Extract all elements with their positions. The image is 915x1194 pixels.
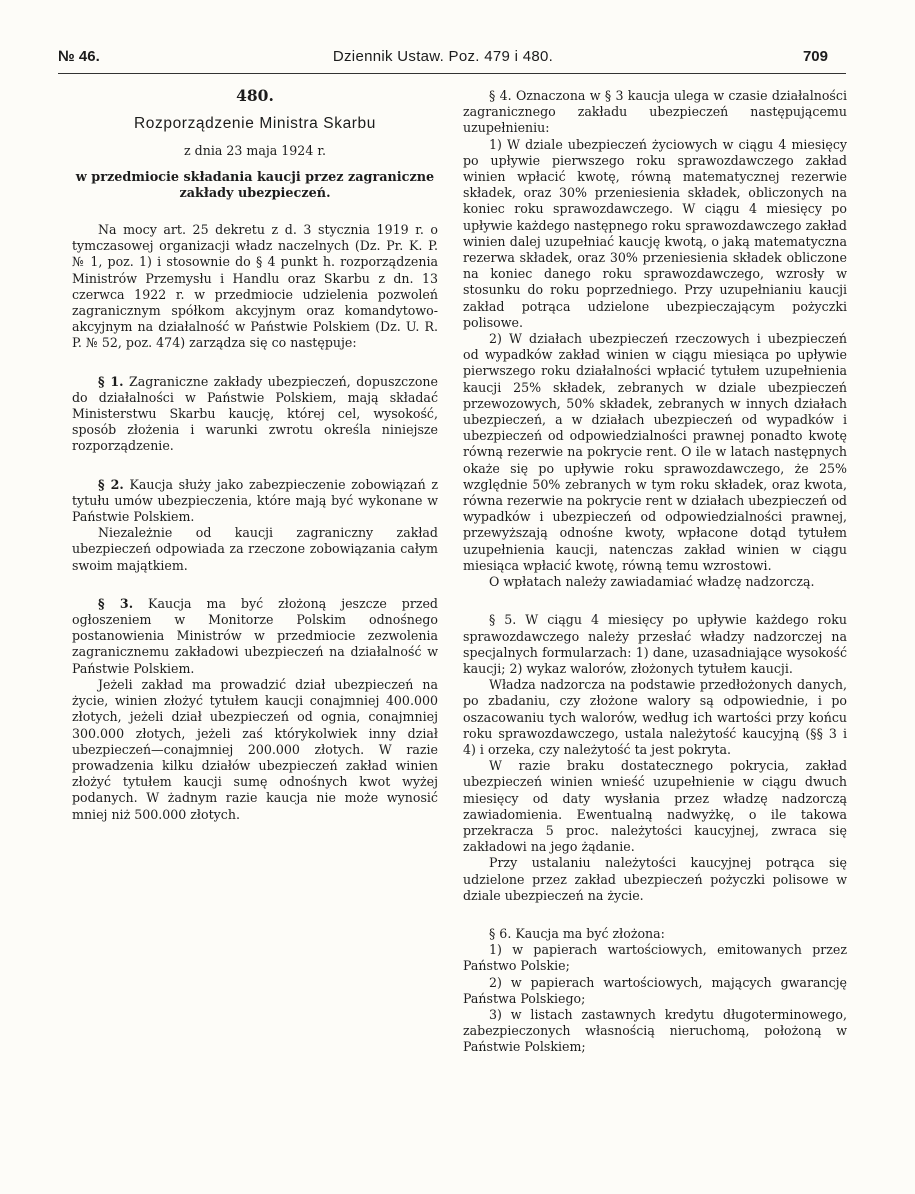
section-4-item-1: 1) W dziale ubezpieczeń życiowych w ciągu 4 miesięcy po upływie pierwszego roku sprawozdawczego zakład winien wpłacić kwotę, równą matematycznej rezerwie składek, oraz 30% przeniesienia składek, obliczonych na koniec roku sprawozdawczego. W ciągu 4 miesięcy po upływie każdego następnego roku sprawozdawczego zakład winien dalej uzupełniać kaucję kwotą, o jaką matematyczna rezerwa składek, oraz 30% przeniesienia składek obliczone na koniec danego roku sprawozdawczego, wzrosły w stosunku do roku poprzedniego. Przy uzupełnianiu kaucji zakład potrąca udzielone ubezpieczającym pożyczki polisowe. (463, 136, 847, 330)
act-subject: w przedmiocie składania kaucji przez zagraniczne zakłady ubezpieczeń. (75, 169, 435, 201)
issue-number: № 46. (58, 48, 100, 65)
section-5 (463, 612, 847, 677)
section-5-label: § 5. (489, 612, 517, 628)
section-4-text: Oznaczona w § 3 kaucja ulega w czasie działalności zagranicznego zakładu ubezpieczeń następującemu uzupełnieniu: (463, 88, 847, 136)
section-6-item-1: 1) w papierach wartościowych, emitowanych przez Państwo Polskie; (463, 942, 847, 974)
section-5-paragraph-2: Władza nadzorcza na podstawie przedłożonych danych, po zbadaniu, czy złożone walory są odpowiednie, i po oszacowaniu tych walorów, według ich wartości przy końcu roku sprawozdawczego, ustala należytość kaucyjną (§§ 3 i 4) i orzeka, czy należytość ta jest pokryta. (463, 677, 847, 757)
section-1 (72, 374, 438, 455)
section-5-paragraph-4: Przy ustalaniu należytości kaucyjnej potrąca się udzielone przez zakład ubezpieczeń pożyczki polisowe w dziale ubezpieczeń na życie. (463, 855, 847, 903)
page-number: 709 (802, 48, 828, 65)
act-number: 480. (236, 86, 274, 105)
section-6 (463, 926, 847, 942)
intro-paragraph: Na mocy art. 25 dekretu z d. 3 stycznia 1919 r. o tymczasowej organizacji władz naczelnych (Dz. Pr. K. P. № 1, poz. 1) i stosownie do § 4 punkt h. rozporządzenia Ministrów Przemysłu i Handlu oraz Skarbu z dn. 13 czerwca 1922 r. w przedmiocie udzielenia pozwoleń zagranicznym spółkom akcyjnym oraz komandytowo-akcyjnym na działalność w Państwie Polskiem (Dz. U. R. P. № 52, poz. 474) zarządza się co następuje: (72, 222, 438, 351)
right-column (463, 88, 847, 1056)
act-date: z dnia 23 maja 1924 r. (184, 143, 326, 159)
journal-title: Dziennik Ustaw. Poz. 479 i 480. (332, 48, 554, 65)
section-2 (72, 477, 438, 526)
section-1-text: Zagraniczne zakłady ubezpieczeń, dopuszczone do działalności w Państwie Polskiem, mają składać Ministerstwu Skarbu kaucję, której cel, wysokość, sposób złożenia i warunki zwrotu określa niniejsze rozporządzenie. (72, 373, 438, 454)
section-4 (463, 88, 847, 137)
section-6-label: § 6. (489, 925, 512, 941)
section-3-label: § 3. (98, 595, 134, 611)
section-2-paragraph-2: Niezależnie od kaucji zagraniczny zakład ubezpieczeń odpowiada za rzeczone zobowiązania całym swoim majątkiem. (72, 525, 438, 573)
section-2-text: Kaucja służy jako zabezpieczenie zobowiązań z tytułu umów ubezpieczenia, które mają być wykonane w Państwie Polskiem. (72, 476, 438, 525)
section-5-text: W ciągu 4 miesięcy po upływie każdego roku sprawozdawczego należy przesłać władzy nadzorczej na specjalnych formularzach: 1) dane, uzasadniające wysokość kaucji; 2) wykaz walorów, złożonych tytułem kaucji. (463, 612, 847, 676)
section-6-item-2: 2) w papierach wartościowych, mających gwarancję Państwa Polskiego; (463, 974, 847, 1006)
section-6-text: Kaucja ma być złożona: (515, 925, 665, 941)
section-3-text: Kaucja ma być złożoną jeszcze przed ogłoszeniem w Monitorze Polskim odnośnego postanowienia Ministrów w przedmiocie zezwolenia zagranicznemu zakładowi ubezpieczeń na działalność w Państwie Polskiem. (72, 595, 438, 676)
section-4-item-2: 2) W działach ubezpieczeń rzeczowych i ubezpieczeń od wypadków zakład winien w ciągu miesiąca po upływie pierwszego roku działalności wpłacić tytułem uzupełnienia kaucji 25% składek, zebranych w dziale ubezpieczeń przewozowych, 50% składek, zebranych w innych działach ubezpieczeń, a w działach ubezpieczeń od wypadków i ubezpieczeń od odpowiedzialności prawnej ponadto kwotę równą rezerwie na pokrycie rent. O ile w latach następnych okaże się po upływie roku sprawozdawczego, że 25% względnie 50% zebranych w tym roku składek, oraz kwota, równa rezerwie na pokrycie rent w działach ubezpieczeń od wypadków i ubezpieczeń od odpowiedzialności prawnej, przewyższają odnośne kwoty, wpłacone dotąd tytułem uzupełnienia kaucji, natenczas zakład winien w ciągu miesiąca wpłacić kwotę, równą temu wzrostowi. (463, 331, 847, 573)
header-rule (58, 73, 846, 74)
section-3-paragraph-2: Jeżeli zakład ma prowadzić dział ubezpieczeń na życie, winien złożyć tytułem kaucji conajmniej 400.000 złotych, jeżeli dział ubezpieczeń od ognia, conajmniej 300.000 złotych, jeżeli zaś którykolwiek inny dział ubezpieczeń—conajmniej 200.000 złotych. W razie prowadzenia kilku działów ubezpieczeń zakład winien złożyć tytułem kaucji sumę odnośnych kwot wyżej podanych. W żadnym razie kaucja nie może wynosić mniej niż 500.000 złotych. (72, 676, 438, 822)
section-4-label: § 4. (489, 88, 512, 103)
section-4-paragraph-3: O wpłatach należy zawiadamiać władzę nadzorczą. (489, 574, 815, 590)
page-header (58, 44, 828, 70)
section-5-paragraph-3: W razie braku dostatecznego pokrycia, zakład ubezpieczeń winien wnieść uzupełnienie w ciągu dwuch miesięcy od daty wysłania przez władzę nadzorczą zawiadomienia. Ewentualną nadwyżkę, o ile takowa przekracza 5 proc. należytości kaucyjnej, zwraca się zakładowi na jego żądanie. (463, 758, 847, 855)
act-title: Rozporządzenie Ministra Skarbu (134, 115, 376, 133)
section-1-label: § 1. (98, 373, 124, 389)
section-2-label: § 2. (98, 476, 124, 492)
section-3 (72, 596, 438, 677)
section-6-item-3: 3) w listach zastawnych kredytu długoterminowego, zabezpieczonych własnością nieruchomą, położoną w Państwie Polskiem; (463, 1006, 847, 1055)
left-column (72, 88, 438, 823)
